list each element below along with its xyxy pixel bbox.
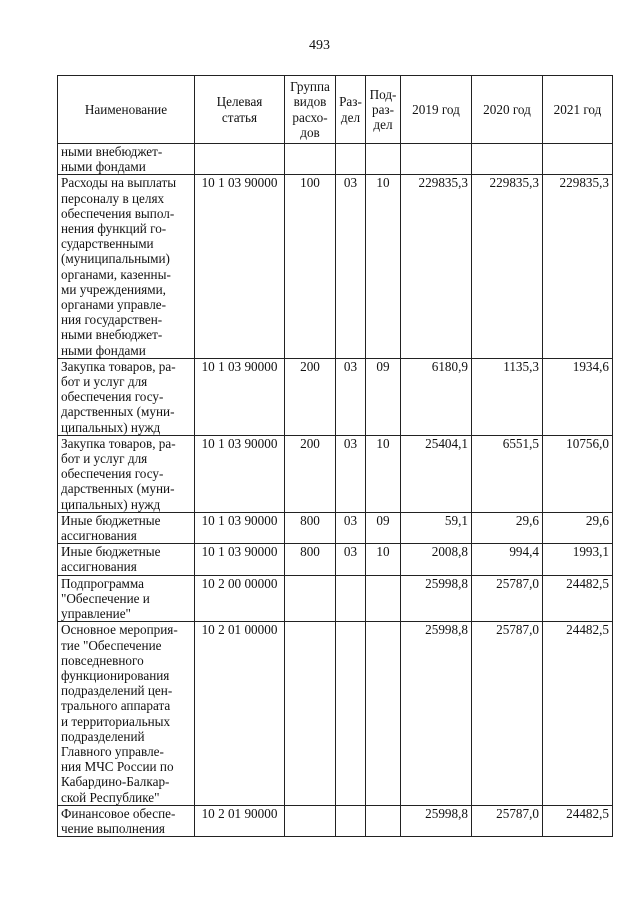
- row-section: 03: [336, 544, 366, 575]
- row-section: 03: [336, 435, 366, 512]
- row-2020: [472, 144, 543, 175]
- text-line: ципальных) нужд: [61, 496, 161, 512]
- row-expense-group: 100: [285, 175, 336, 358]
- text-line: Расходы на выплаты: [61, 175, 177, 191]
- row-expense-group: 800: [285, 512, 336, 543]
- row-target-article: 10 1 03 90000: [195, 358, 285, 435]
- text-line: Раз-: [339, 94, 362, 110]
- row-name: [58, 358, 195, 435]
- row-target-article: [195, 144, 285, 175]
- text-line: нения функций го-: [61, 221, 167, 237]
- text-line: Целевая: [216, 94, 263, 110]
- row-2019: 6180,9: [401, 358, 472, 435]
- text-line: Финансовое обеспе-: [61, 805, 176, 821]
- text-line: ными фондами: [61, 159, 146, 175]
- text-line: ассигнования: [61, 559, 137, 575]
- row-name: [58, 622, 195, 805]
- text-line: трального аппарата: [61, 698, 171, 714]
- row-target-article: 10 1 03 90000: [195, 544, 285, 575]
- text-line: Кабардино-Балкар-: [61, 774, 170, 790]
- text-line: ния государствен-: [61, 312, 163, 328]
- row-name: [58, 544, 195, 575]
- row-2020: 25787,0: [472, 575, 543, 622]
- text-line: Группа: [290, 79, 330, 95]
- row-target-article: 10 2 01 00000: [195, 622, 285, 805]
- text-line: дарственных (муни-: [61, 404, 175, 420]
- text-line: (муниципальными): [61, 251, 170, 267]
- text-line: расхо-: [292, 109, 328, 125]
- row-section: [336, 805, 366, 836]
- row-expense-group: [285, 622, 336, 805]
- row-subsection: 09: [366, 512, 401, 543]
- text-line: персоналу в целях: [61, 190, 165, 206]
- row-2019: 25998,8: [401, 575, 472, 622]
- row-target-article: 10 2 01 90000: [195, 805, 285, 836]
- row-2020: 1135,3: [472, 358, 543, 435]
- row-section: [336, 144, 366, 175]
- text-line: Иные бюджетные: [61, 512, 161, 528]
- header-2019: 2019 год: [401, 76, 472, 144]
- text-line: ми учреждениями,: [61, 281, 166, 297]
- text-line: повседневного: [61, 652, 144, 668]
- text-line: сударственными: [61, 236, 154, 252]
- row-subsection: 10: [366, 435, 401, 512]
- text-line: ской Республике": [61, 789, 160, 805]
- header-2021: 2021 год: [543, 76, 613, 144]
- text-line: обеспечения госу-: [61, 466, 164, 482]
- row-target-article: 10 2 00 00000: [195, 575, 285, 622]
- table-row: [58, 575, 613, 622]
- text-line: Главного управле-: [61, 743, 164, 759]
- text-line: статья: [221, 109, 258, 125]
- table-row: [58, 805, 613, 836]
- row-expense-group: 200: [285, 358, 336, 435]
- table-body: [58, 144, 613, 837]
- text-line: обеспечения выпол-: [61, 205, 175, 221]
- row-2019: 25998,8: [401, 805, 472, 836]
- header-expense-group: [285, 76, 336, 144]
- row-2020: 994,4: [472, 544, 543, 575]
- row-name: [58, 144, 195, 175]
- row-section: [336, 575, 366, 622]
- text-line: подразделений цен-: [61, 683, 173, 699]
- row-subsection: 10: [366, 544, 401, 575]
- row-2019: 229835,3: [401, 175, 472, 358]
- text-line: Закупка товаров, ра-: [61, 358, 176, 374]
- row-expense-group: [285, 575, 336, 622]
- table-row: [58, 358, 613, 435]
- row-2020: 6551,5: [472, 435, 543, 512]
- text-line: органами управле-: [61, 297, 167, 313]
- row-2019: [401, 144, 472, 175]
- header-subsection: [366, 76, 401, 144]
- table-row: [58, 622, 613, 805]
- row-expense-group: [285, 805, 336, 836]
- row-2021: 29,6: [543, 512, 613, 543]
- table-row: [58, 175, 613, 358]
- row-subsection: [366, 805, 401, 836]
- text-line: ными внебюджет-: [61, 327, 163, 343]
- row-2021: 1934,6: [543, 358, 613, 435]
- text-line: Под-: [369, 86, 397, 102]
- table-row: [58, 144, 613, 175]
- row-2019: 59,1: [401, 512, 472, 543]
- row-2019: 25998,8: [401, 622, 472, 805]
- text-line: дов: [300, 124, 320, 140]
- text-line: функционирования: [61, 667, 170, 683]
- text-line: чение выполнения: [61, 820, 165, 836]
- text-line: бот и услуг для: [61, 374, 148, 390]
- text-line: дел: [340, 109, 361, 125]
- row-2019: 25404,1: [401, 435, 472, 512]
- text-line: раз-: [371, 101, 395, 117]
- row-expense-group: 800: [285, 544, 336, 575]
- row-name: [58, 512, 195, 543]
- text-line: и территориальных: [61, 713, 171, 729]
- text-line: управление": [61, 606, 131, 622]
- text-line: ными внебюджет-: [61, 144, 163, 159]
- text-line: ципальных) нужд: [61, 419, 161, 435]
- header-2020: 2020 год: [472, 76, 543, 144]
- header-section: [336, 76, 366, 144]
- text-line: дарственных (муни-: [61, 481, 175, 497]
- row-expense-group: [285, 144, 336, 175]
- row-target-article: 10 1 03 90000: [195, 512, 285, 543]
- text-line: Закупка товаров, ра-: [61, 435, 176, 451]
- text-line: Иные бюджетные: [61, 544, 161, 560]
- row-2021: 24482,5: [543, 805, 613, 836]
- table-row: [58, 435, 613, 512]
- row-2021: 10756,0: [543, 435, 613, 512]
- row-2020: 229835,3: [472, 175, 543, 358]
- text-line: Подпрограмма: [61, 575, 145, 591]
- row-name: [58, 175, 195, 358]
- table-row: [58, 512, 613, 543]
- row-2021: 24482,5: [543, 622, 613, 805]
- row-name: [58, 805, 195, 836]
- row-name: [58, 435, 195, 512]
- row-subsection: 10: [366, 175, 401, 358]
- text-line: ными фондами: [61, 342, 146, 358]
- row-subsection: [366, 622, 401, 805]
- row-2020: 25787,0: [472, 622, 543, 805]
- text-line: Основное мероприя-: [61, 622, 178, 638]
- row-2021: 1993,1: [543, 544, 613, 575]
- header-target-article: [195, 76, 285, 144]
- row-section: 03: [336, 512, 366, 543]
- text-line: дел: [373, 117, 393, 133]
- row-target-article: 10 1 03 90000: [195, 435, 285, 512]
- row-target-article: 10 1 03 90000: [195, 175, 285, 358]
- page-number: 493: [309, 38, 330, 53]
- table-row: [58, 544, 613, 575]
- row-subsection: [366, 144, 401, 175]
- row-2021: [543, 144, 613, 175]
- text-line: видов: [293, 94, 327, 110]
- row-2020: 29,6: [472, 512, 543, 543]
- header-row: [58, 76, 613, 144]
- row-subsection: 09: [366, 358, 401, 435]
- text-line: ния МЧС России по: [61, 759, 174, 775]
- row-subsection: [366, 575, 401, 622]
- text-line: обеспечения госу-: [61, 389, 164, 405]
- row-section: 03: [336, 175, 366, 358]
- text-line: ассигнования: [61, 528, 137, 544]
- text-line: подразделений: [61, 728, 145, 744]
- row-section: 03: [336, 358, 366, 435]
- row-2021: 24482,5: [543, 575, 613, 622]
- header-name: Наименование: [58, 76, 195, 144]
- row-2020: 25787,0: [472, 805, 543, 836]
- text-line: органами, казенны-: [61, 266, 171, 282]
- row-section: [336, 622, 366, 805]
- text-line: тие "Обеспечение: [61, 637, 162, 653]
- row-2019: 2008,8: [401, 544, 472, 575]
- text-line: бот и услуг для: [61, 451, 148, 467]
- row-expense-group: 200: [285, 435, 336, 512]
- row-2021: 229835,3: [543, 175, 613, 358]
- text-line: "Обеспечение и: [61, 590, 150, 606]
- budget-table: [57, 75, 613, 837]
- row-name: [58, 575, 195, 622]
